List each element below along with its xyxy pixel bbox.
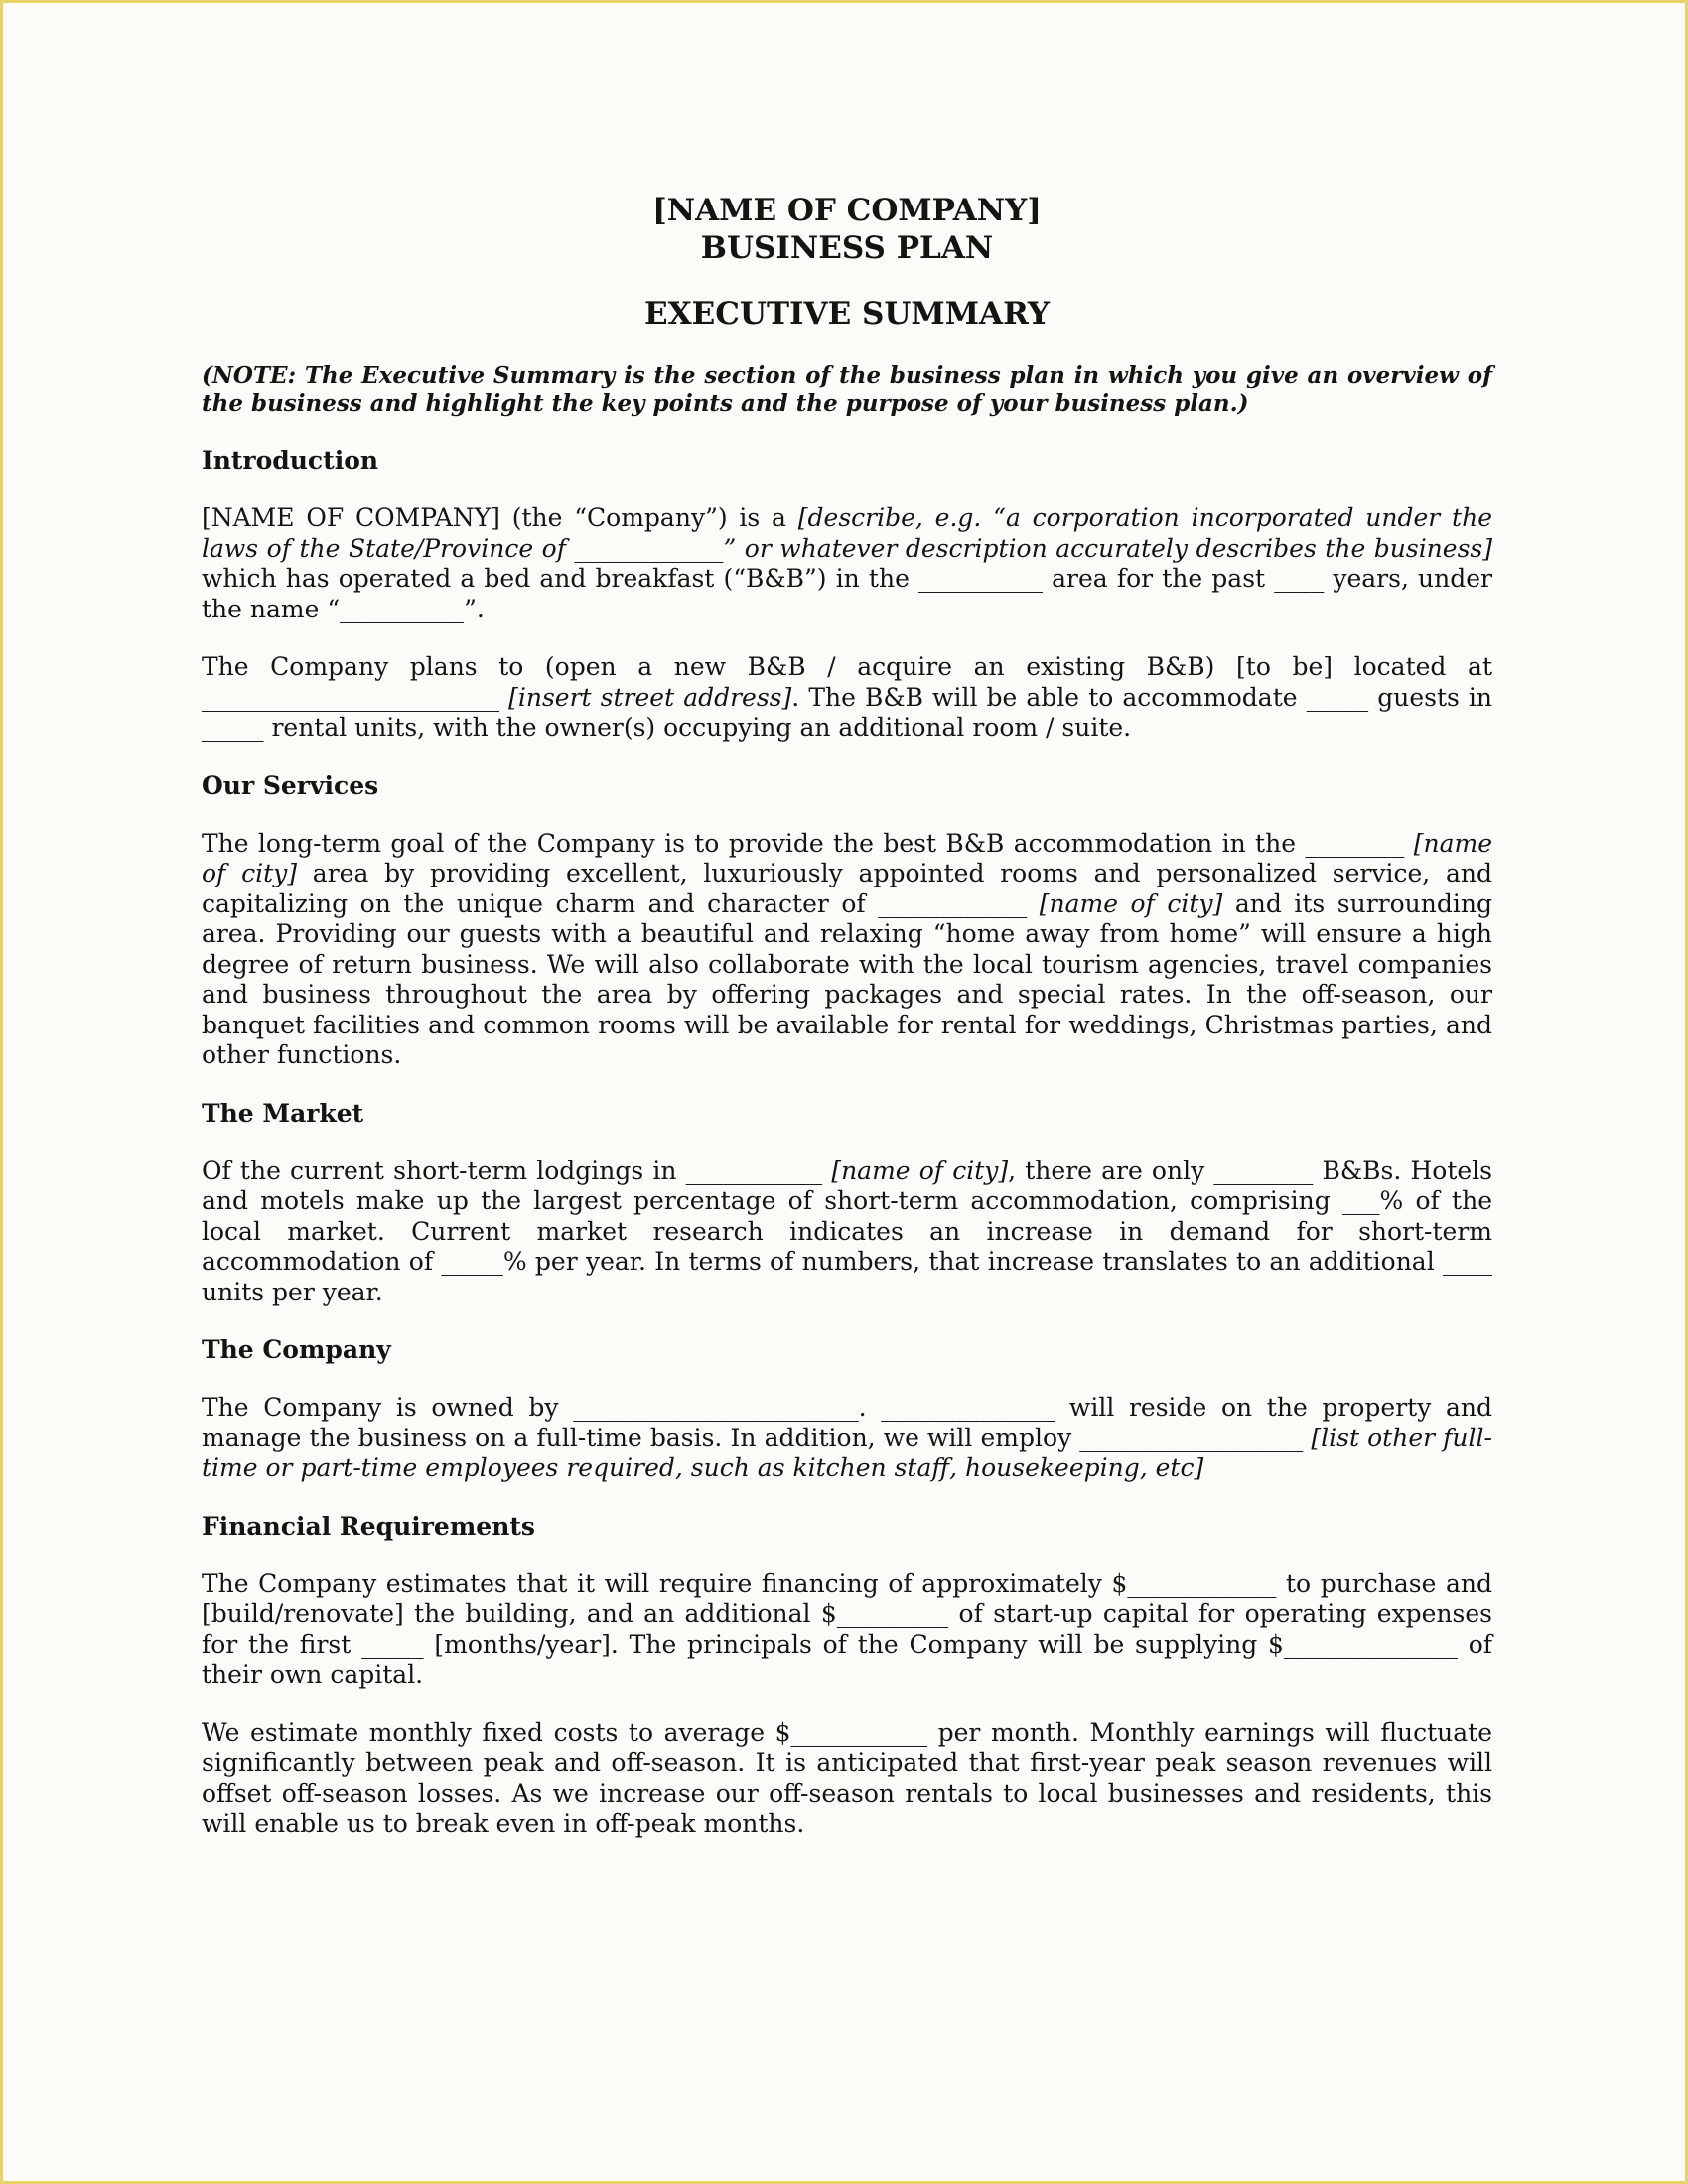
introduction-p2-text-a: The Company plans to (open a new B&B / acquire an existing B&B) [to be] located at ________________________: [202, 652, 1492, 712]
introduction-p2-italic: [insert street address]: [508, 682, 792, 712]
services-text-e: and its surrounding area. Providing our guests with a beautiful and relaxing “home away from home” will ensure a high degree of return business. We will also collaborate with the local tourism agencies, travel companies and business throughout the area by offering packages and special rates. In the off-season, our banquet facilities and common rooms will be available for rental for weddings, Christmas parties, and other functions.: [202, 888, 1492, 1069]
our-services-heading: Our Services: [202, 770, 379, 800]
market-heading: The Market: [202, 1098, 364, 1128]
introduction-p1-italic: [describe, e.g. “a corporation incorporated under the laws of the State/Province of ____________” or whatever description accurately describes the business]: [202, 503, 1492, 563]
executive-summary-heading: EXECUTIVE SUMMARY: [643, 296, 1051, 332]
company-name-title: [NAME OF COMPANY]: [652, 193, 1042, 228]
market-text-c: , there are only ________ B&Bs. Hotels and motels make up the largest percentage of short-term accommodation, comprising ___% of the local market. Current market research indicates an increase in demand for short-term accommodation of _____% per year. In terms of numbers, that increase translates to an additional ____ units per year.: [202, 1156, 1492, 1306]
market-italic-city: [name of city]: [831, 1156, 1009, 1185]
services-italic-city-1: [name of city]: [202, 828, 1492, 887]
introduction-paragraph-2: [202, 652, 1492, 744]
introduction-p1-text-c: which has operated a bed and breakfast (“B&B”) in the __________ area for the past ____ years, under the name “__________”.: [202, 564, 1492, 623]
financial-requirements-heading: Financial Requirements: [202, 1511, 535, 1541]
services-text-c: area by providing excellent, luxuriously appointed rooms and personalized service, and capitalizing on the unique charm and character of ____________: [202, 859, 1492, 918]
introduction-paragraph-1: [202, 503, 1492, 624]
introduction-p2-text-c: . The B&B will be able to accommodate _____ guests in _____ rental units, with the owner(s) occupying an additional room / suite.: [202, 682, 1492, 742]
company-heading: The Company: [202, 1335, 391, 1364]
services-text-a: The long-term goal of the Company is to provide the best B&B accommodation in the ________: [202, 828, 1414, 858]
introduction-heading: Introduction: [202, 446, 379, 475]
our-services-paragraph: [202, 829, 1492, 1071]
financial-paragraph-1: The Company estimates that it will require financing of approximately $____________ to purchase and [build/renovate] the building, and an additional $_________ of start-up capital for operating expenses for the first _____ [months/year]. The principals of the Company will be supplying $______________ of their own capital.: [202, 1569, 1492, 1689]
company-italic-employees: [list other full-time or part-time employees required, such as kitchen staff, housekeeping, etc]: [202, 1423, 1492, 1482]
company-paragraph: [202, 1393, 1492, 1484]
market-paragraph: [202, 1157, 1492, 1308]
company-text-a: The Company is owned by _______________________. ______________ will reside on the property and manage the business on a full-time basis. In addition, we will employ __________________: [202, 1393, 1492, 1452]
instruction-note: (NOTE: The Executive Summary is the section of the business plan in which you give an overview of the business and highlight the key points and the purpose of your business plan.): [202, 362, 1492, 417]
market-text-a: Of the current short-term lodgings in ___________: [202, 1156, 832, 1185]
introduction-p1-text-a: [NAME OF COMPANY] (the “Company”) is a: [202, 503, 798, 532]
services-italic-city-2: [name of city]: [1039, 888, 1223, 918]
business-plan-title: BUSINESS PLAN: [700, 230, 994, 266]
document-content: [202, 192, 1492, 1867]
financial-paragraph-2: We estimate monthly fixed costs to average $___________ per month. Monthly earnings will fluctuate significantly between peak and off-season. It is anticipated that first-year peak season revenues will offset off-season losses. As we increase our off-season rentals to local businesses and residents, this will enable us to break even in off-peak months.: [202, 1717, 1492, 1838]
